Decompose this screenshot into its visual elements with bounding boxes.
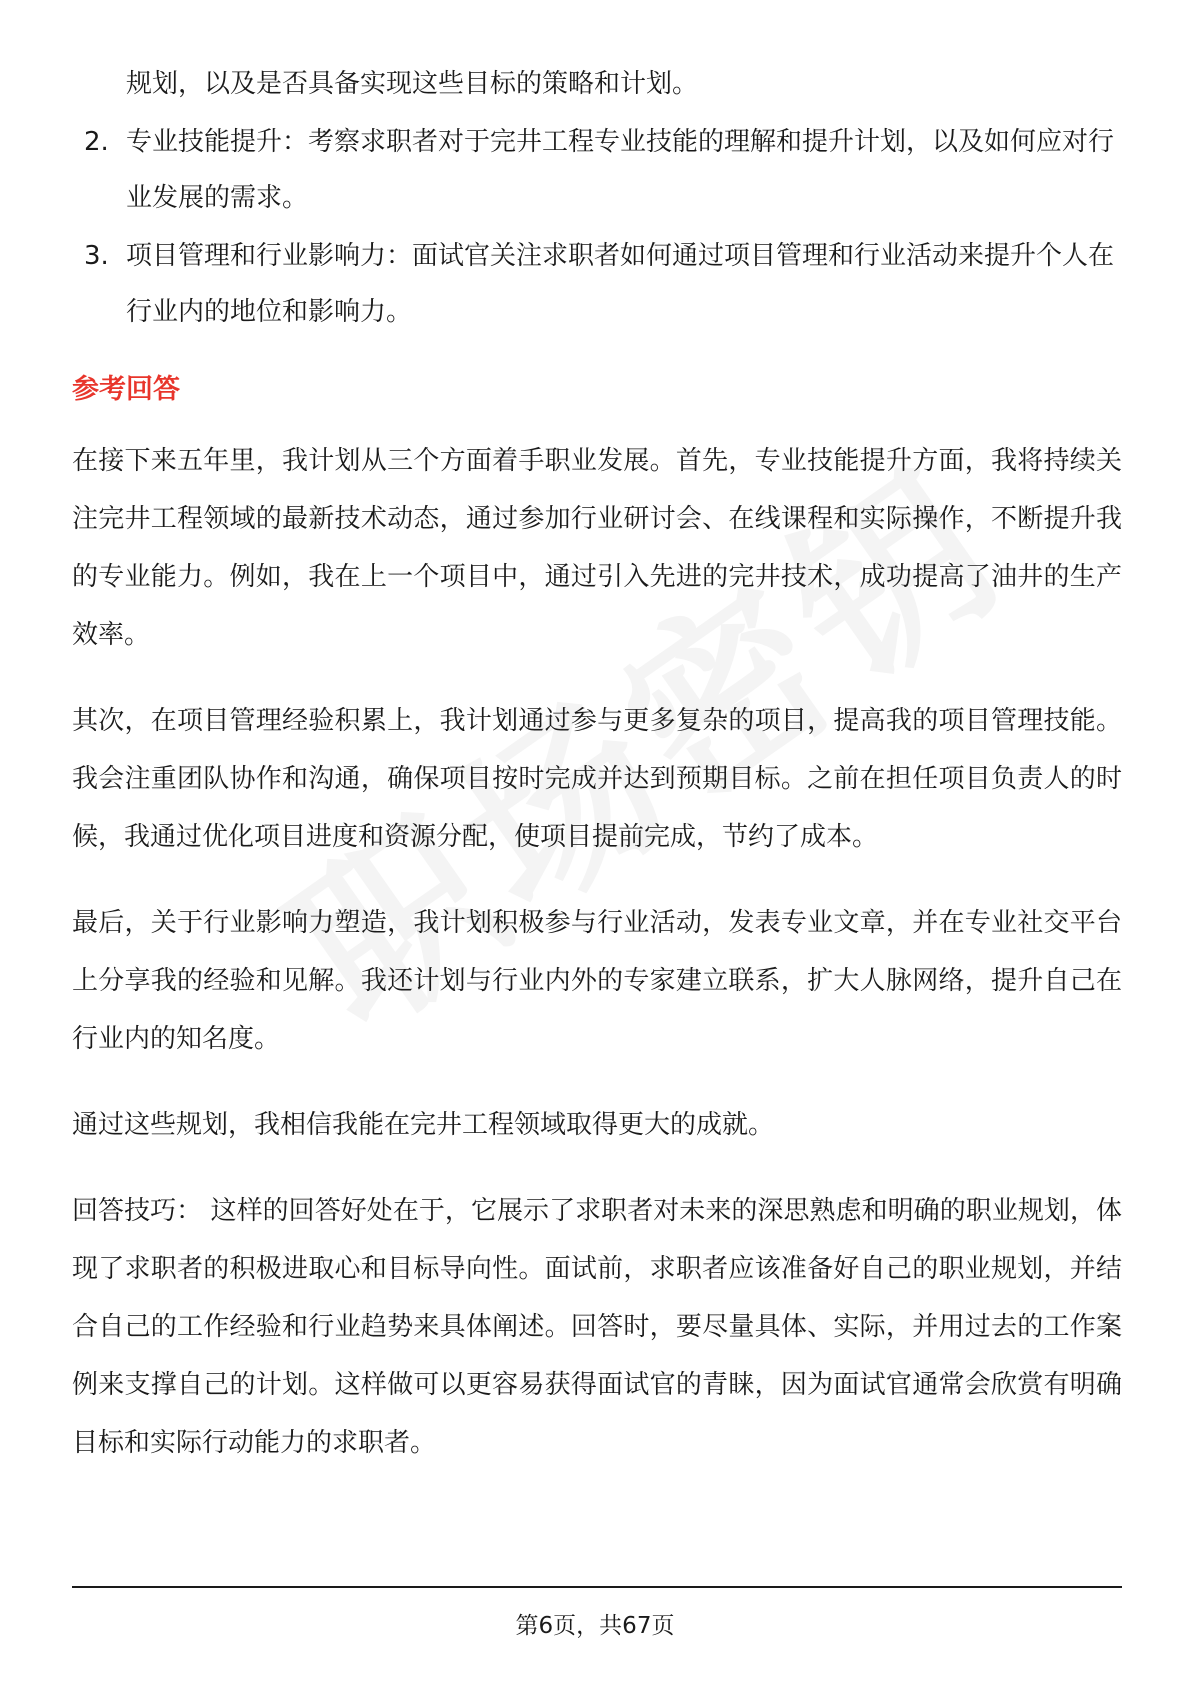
- page-content: [72, 56, 1122, 1500]
- list-number: 3.: [84, 241, 109, 271]
- answer-paragraph-4: 通过这些规划，我相信我能在完井工程领域取得更大的成就。: [72, 1110, 775, 1140]
- answer-paragraph-2: 其次，在项目管理经验积累上，我计划通过参与更多复杂的项目，提高我的项目管理技能。我会注重团队协作和沟通，确保项目按时完成并达到预期目标。之前在担任项目负责人的时候，我通过优化项目进度和资源分配，使项目提前完成，节约了成本。: [72, 706, 1122, 852]
- list-number: 2.: [84, 127, 109, 157]
- list-item-continued: [72, 56, 1122, 112]
- answer-paragraph-1: 在接下来五年里，我计划从三个方面着手职业发展。首先，专业技能提升方面，我将持续关注完井工程领域的最新技术动态，通过参加行业研讨会、在线课程和实际操作，不断提升我的专业能力。例如，我在上一个项目中，通过引入先进的完井技术，成功提高了油井的生产效率。: [72, 446, 1122, 650]
- footer-divider: [72, 1586, 1122, 1588]
- answer-tips-paragraph: 回答技巧： 这样的回答好处在于，它展示了求职者对未来的深思熟虑和明确的职业规划，体现了求职者的积极进取心和目标导向性。面试前，求职者应该准备好自己的职业规划，并结合自己的工作经验和行业趋势来具体阐述。回答时，要尽量具体、实际，并用过去的工作案例来支撑自己的计划。这样做可以更容易获得面试官的青睐，因为面试官通常会欣赏有明确目标和实际行动能力的求职者。: [72, 1196, 1122, 1458]
- list-item-3: [72, 228, 1122, 340]
- list-item-2: [72, 114, 1122, 226]
- answer-paragraph-3: 最后，关于行业影响力塑造，我计划积极参与行业活动，发表专业文章，并在专业社交平台上分享我的经验和见解。我还计划与行业内外的专家建立联系，扩大人脉网络，提升自己在行业内的知名度。: [72, 908, 1122, 1054]
- list-item-text: 专业技能提升：考察求职者对于完井工程专业技能的理解和提升计划，以及如何应对行业发展的需求。: [126, 127, 1115, 213]
- list-item-text: 项目管理和行业影响力：面试官关注求职者如何通过项目管理和行业活动来提升个人在行业内的地位和影响力。: [126, 241, 1115, 327]
- list-item-text: 规划，以及是否具备实现这些目标的策略和计划。: [126, 69, 699, 99]
- page-number: 第6页，共67页: [515, 1613, 675, 1639]
- reference-answer-heading: 参考回答: [72, 374, 180, 405]
